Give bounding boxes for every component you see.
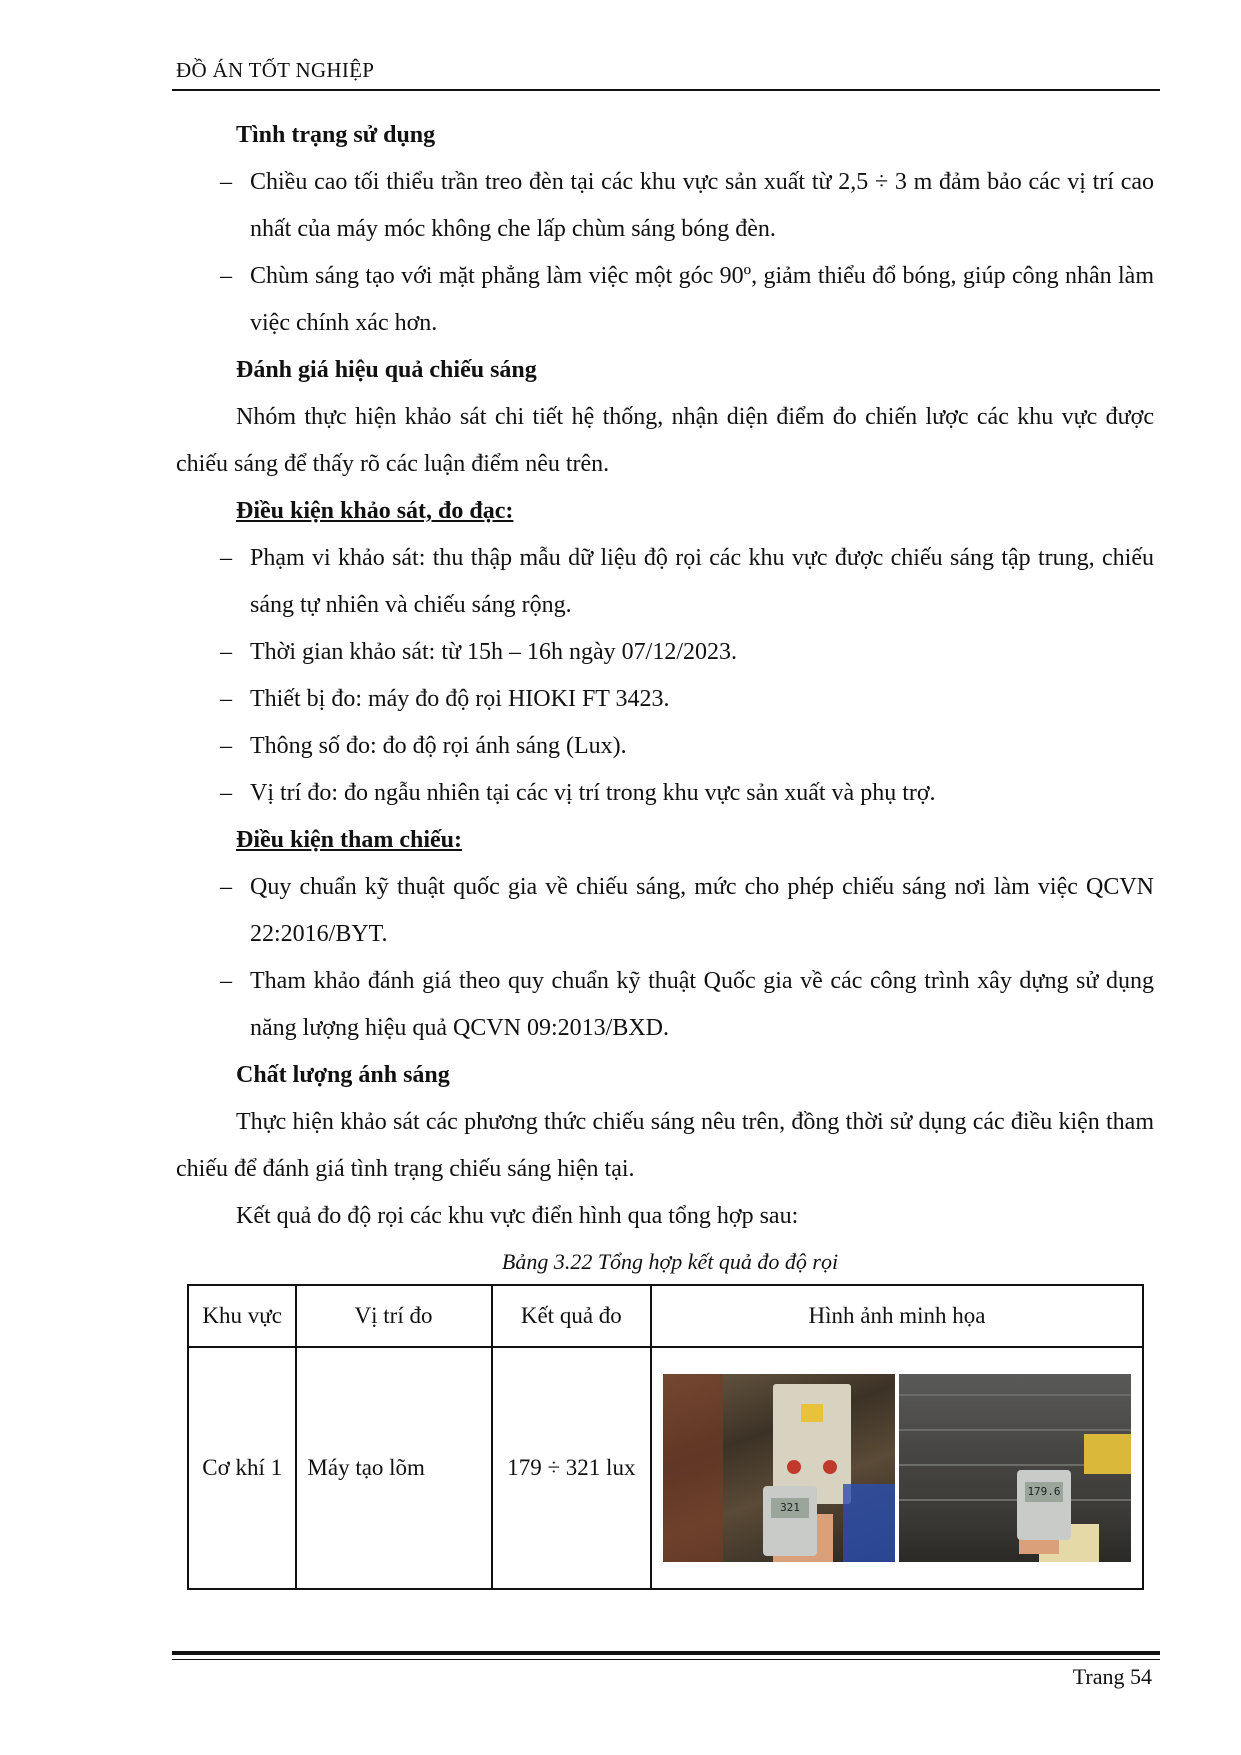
cell-result: 179 ÷ 321 lux: [492, 1347, 651, 1589]
meter-reading: 179.6: [1025, 1482, 1063, 1502]
paragraph: Nhóm thực hiện khảo sát chi tiết hệ thống, nhận diện điểm đo chiến lược các khu vực được chiếu sáng để thấy rõ các luận điểm nêu trên.: [176, 404, 1154, 477]
document-header: ĐỒ ÁN TỐT NGHIỆP: [176, 58, 375, 82]
cell-photos: [651, 1347, 1143, 1589]
meter-reading: 321: [771, 1498, 809, 1518]
illuminance-table: [187, 1284, 1144, 1590]
list-item: – Tham khảo đánh giá theo quy chuẩn kỹ thuật Quốc gia về các công trình xây dựng sử dụng năng lượng hiệu quả QCVN 09:2013/BXD.: [220, 968, 1154, 1041]
heading-usage: Tình trạng sử dụng: [236, 122, 436, 148]
paragraph: Thực hiện khảo sát các phương thức chiếu sáng nêu trên, đồng thời sử dụng các điều kiện tham chiếu để đánh giá tình trạng chiếu sáng hiện tại.: [176, 1109, 1154, 1182]
paragraph: Kết quả đo độ rọi các khu vực điển hình qua tổng hợp sau:: [236, 1203, 799, 1229]
footer-rule: [172, 1651, 1160, 1655]
list-item: – Phạm vi khảo sát: thu thập mẫu dữ liệu độ rọi các khu vực được chiếu sáng tập trung, chiếu sáng tự nhiên và chiếu sáng rộng.: [220, 545, 1154, 618]
list-item: – Thiết bị đo: máy đo độ rọi HIOKI FT 3423.: [220, 686, 670, 712]
heading-reference-conditions: Điều kiện tham chiếu:: [236, 827, 463, 853]
heading-evaluation: Đánh giá hiệu quả chiếu sáng: [236, 357, 537, 383]
header-rule: [172, 89, 1160, 91]
column-header: Hình ảnh minh họa: [651, 1285, 1143, 1347]
heading-survey-conditions: Điều kiện khảo sát, đo đạc:: [236, 498, 514, 524]
heading-light-quality: Chất lượng ánh sáng: [236, 1062, 450, 1088]
illustration-photo-machine: [663, 1374, 895, 1562]
list-item: – Quy chuẩn kỹ thuật quốc gia về chiếu sáng, mức cho phép chiếu sáng nơi làm việc QCVN 22:2016/BYT.: [220, 874, 1154, 947]
list-item: – Thời gian khảo sát: từ 15h – 16h ngày 07/12/2023.: [220, 639, 737, 665]
column-header: Vị trí đo: [296, 1285, 491, 1347]
page-body: [176, 112, 1154, 1284]
cell-position: Máy tạo lõm: [296, 1347, 491, 1589]
footer-rule-thin: [172, 1659, 1160, 1660]
list-item: – Vị trí đo: đo ngẫu nhiên tại các vị trí trong khu vực sản xuất và phụ trợ.: [220, 780, 936, 806]
column-header: Kết quả đo: [492, 1285, 651, 1347]
column-header: Khu vực: [188, 1285, 296, 1347]
page-number: Trang 54: [1072, 1664, 1152, 1689]
list-item: – Chiều cao tối thiểu trần treo đèn tại các khu vực sản xuất từ 2,5 ÷ 3 m đảm bảo các vị trí cao nhất của máy móc không che lấp chùm sáng bóng đèn.: [220, 169, 1154, 242]
table-row: [188, 1347, 1143, 1589]
table-caption: Bảng 3.22 Tổng hợp kết quả đo độ rọi: [501, 1249, 839, 1274]
list-item: – Chùm sáng tạo với mặt phẳng làm việc một góc 90º, giảm thiểu đổ bóng, giúp công nhân làm việc chính xác hơn.: [220, 263, 1154, 336]
list-item: – Thông số đo: đo độ rọi ánh sáng (Lux).: [220, 733, 627, 759]
illustration-photo-crates: [899, 1374, 1131, 1562]
cell-area: Cơ khí 1: [188, 1347, 296, 1589]
table-header-row: [188, 1285, 1143, 1347]
